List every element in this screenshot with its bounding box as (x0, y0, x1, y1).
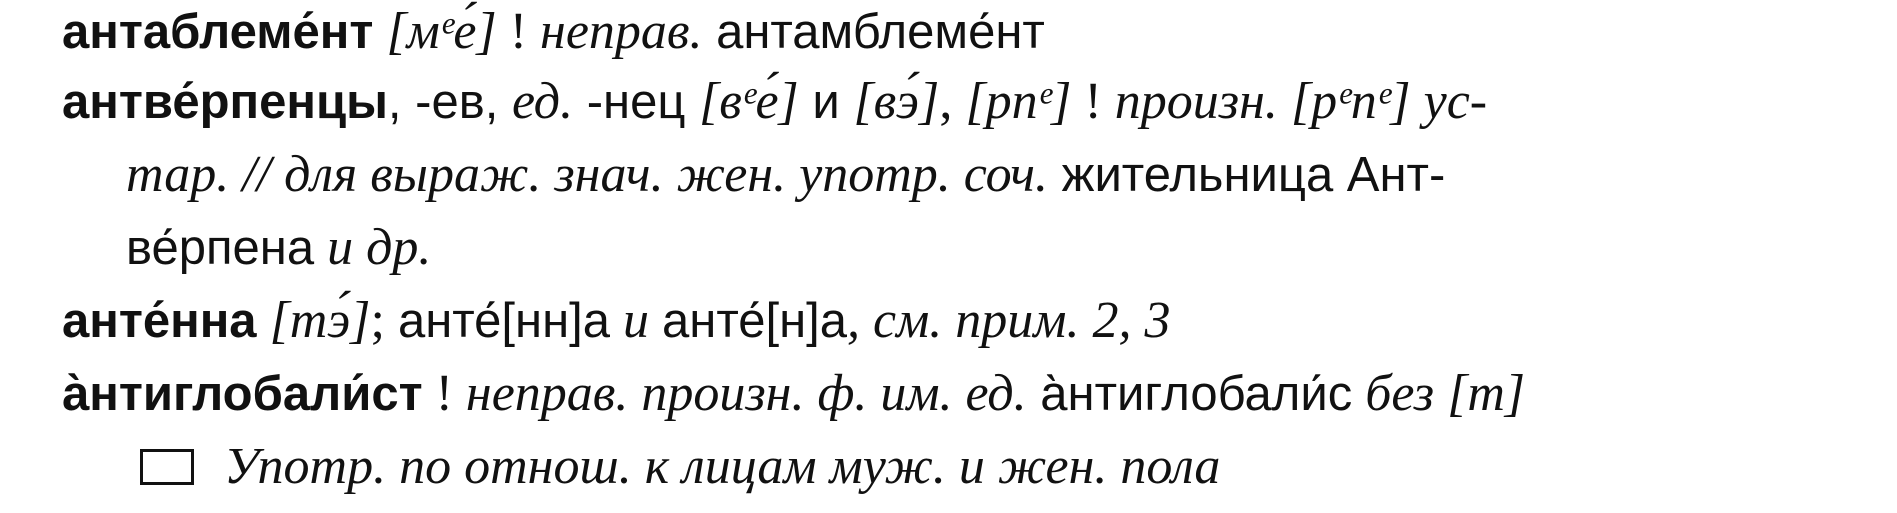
pronunciation: [вэ́] (853, 73, 940, 130)
variant-form: анте́[нн]а (397, 294, 611, 348)
usage-label: неправ. (540, 3, 703, 60)
variant-form: анте́[н]а (662, 294, 848, 348)
etc-label: и др. (314, 219, 432, 276)
singular-form: -нец (573, 75, 699, 129)
exclamation-mark: ! (1071, 73, 1115, 130)
headword: анте́нна (62, 294, 257, 348)
pronunciation: [мᵉе́] (386, 3, 497, 60)
feminine-form: жительница Ант- (1048, 148, 1446, 202)
variant-form: антамблеме́нт (702, 5, 1045, 59)
usage-label: неправ. произн. ф. им. ед. (465, 365, 1027, 422)
pronunciation: [тэ́] (269, 292, 371, 349)
headword: антаблеме́нт (62, 5, 374, 59)
feminine-form: ве́рпена (126, 221, 315, 275)
singular-label: ед. (511, 73, 574, 130)
entry-antverpentsy-cont (126, 145, 1445, 205)
footnote (140, 437, 1220, 497)
plural-forms: , -ев, (387, 75, 512, 129)
pronunciation: [рᵉпᵉ] (1277, 73, 1411, 130)
entry-antverpentsy-cont2 (126, 218, 431, 278)
separator: ; (370, 292, 398, 349)
pronunciation: [т] (1447, 365, 1526, 422)
note-text: тар. // для выраж. знач. жен. употр. соч. (126, 146, 1049, 203)
exclamation-mark: ! (496, 3, 541, 60)
separator: , (939, 73, 966, 130)
see-reference: , см. прим. 2, 3 (847, 292, 1171, 349)
conjunction: и (610, 292, 663, 349)
note-text: ус- (1410, 73, 1488, 130)
exclamation-mark: ! (422, 365, 466, 422)
entry-antiglobalist (62, 364, 1525, 424)
pronunciation: [рпᵉ] (965, 73, 1072, 130)
entry-antablement (62, 2, 1045, 62)
variant-form: а̀нтиглобали́с (1026, 367, 1353, 421)
without-label: без (1352, 365, 1448, 422)
square-icon (140, 449, 194, 485)
headword: антве́рпенцы (62, 75, 388, 129)
usage-label: произн. (1114, 73, 1278, 130)
entry-antverpentsy (62, 72, 1487, 132)
footnote-text: Употр. по отнош. к лицам муж. и жен. пола (224, 438, 1221, 495)
conjunction: и (798, 75, 854, 129)
entry-antenna (62, 291, 1170, 351)
pronunciation: [вᵉе́] (699, 73, 799, 130)
headword: а̀нтиглобали́ст (62, 367, 423, 421)
